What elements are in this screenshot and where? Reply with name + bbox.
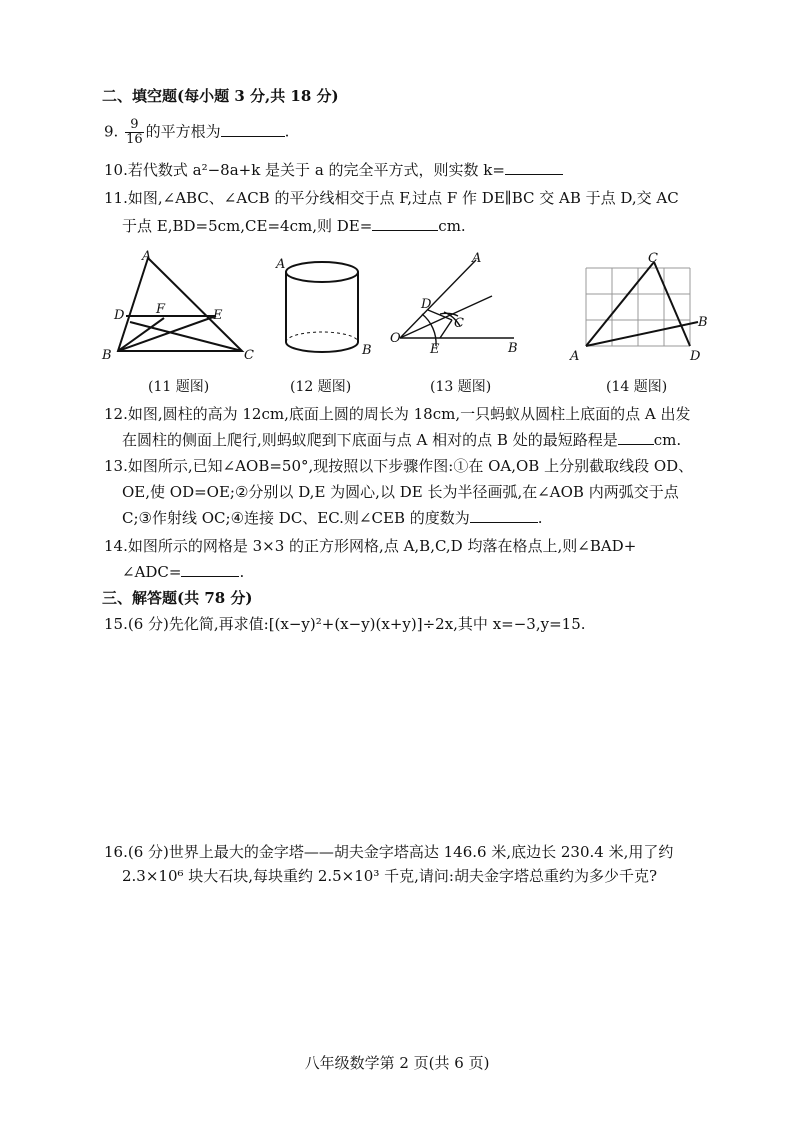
q9-number: 9. (104, 122, 119, 141)
q14-text: ∠ADC= (122, 563, 182, 581)
fig13-label-o: O (390, 331, 401, 346)
q9-text: 的平方根为 (145, 122, 221, 141)
q9-fraction-numerator: 9 (125, 118, 144, 133)
q12-unit: cm. (653, 431, 682, 449)
q13-answer-blank[interactable] (470, 508, 538, 523)
fig13-segment-ec (440, 320, 452, 338)
question-13-line3 (122, 508, 543, 528)
question-10 (104, 160, 563, 180)
q12-answer-blank[interactable] (618, 430, 654, 445)
fig11-label-f: F (156, 302, 166, 317)
fig12-bottom-back-arc (286, 332, 358, 342)
question-14-line2 (122, 562, 244, 582)
fig11-label-c: C (244, 348, 254, 363)
figure-13 (388, 250, 528, 362)
section-title-answer: 三、解答题(共 78 分) (102, 589, 253, 607)
caption-fig13: (13 题图) (430, 379, 492, 395)
question-11-line2 (122, 216, 466, 236)
question-11-line1: 11.如图,∠ABC、∠ACB 的平分线相交于点 F,过点 F 作 DE∥BC 交 AB 于点 D,交 AC (104, 189, 679, 207)
q14-end: . (239, 563, 245, 581)
fig11-bisector-b (118, 318, 164, 351)
fig14-label-b: B (698, 315, 708, 330)
q12-text: 在圆柱的侧面上爬行,则蚂蚁爬到下底面与点 A 相对的点 B 处的最短路程是 (122, 431, 618, 449)
q14-answer-blank[interactable] (181, 562, 239, 577)
fig12-top-ellipse (286, 262, 358, 282)
fig11-label-a: A (142, 249, 152, 264)
question-14-line1: 14.如图所示的网格是 3×3 的正方形网格,点 A,B,C,D 均落在格点上,则∠BAD+ (104, 537, 637, 555)
fig13-segment-dc (428, 310, 452, 320)
fig13-label-d: D (421, 297, 432, 312)
question-9 (104, 118, 289, 147)
q13-text: C;③作射线 OC;④连接 DC、EC.则∠CEB 的度数为 (122, 509, 470, 527)
caption-fig11: (11 题图) (148, 379, 210, 395)
q11-answer-blank[interactable] (372, 216, 438, 231)
fig13-label-b: B (508, 341, 518, 356)
fig11-label-e: E (213, 308, 223, 323)
fig13-label-e: E (430, 342, 440, 357)
q9-answer-blank[interactable] (221, 122, 285, 137)
q11-unit: cm. (438, 217, 466, 235)
q11-text: 于点 E,BD=5cm,CE=4cm,则 DE= (122, 217, 373, 235)
figure-11 (100, 248, 270, 366)
section-title-fill-in: 二、填空题(每小题 3 分,共 18 分) (102, 87, 339, 105)
fig14-label-d: D (690, 349, 701, 364)
fig13-ray-oa (400, 260, 476, 338)
fig11-label-b: B (102, 348, 112, 363)
fig12-label-b: B (362, 343, 372, 358)
caption-fig14: (14 题图) (606, 379, 668, 395)
fig14-label-c: C (648, 251, 658, 266)
question-12-line2 (122, 430, 681, 450)
fig11-segment-be (118, 316, 216, 351)
question-16-line2: 2.3×10⁶ 块大石块,每块重约 2.5×10³ 千克,请问:胡夫金字塔总重约为多少千克? (122, 867, 657, 885)
question-15: 15.(6 分)先化简,再求值:[(x−y)²+(x−y)(x+y)]÷2x,其中 x=−3,y=15. (104, 615, 586, 633)
caption-fig12: (12 题图) (290, 379, 352, 395)
fig12-bottom-front-arc (286, 342, 358, 352)
fig13-label-c: C (454, 316, 464, 331)
fig14-segment-cd (654, 262, 690, 346)
figure-12 (270, 250, 380, 365)
figure-14 (566, 248, 716, 366)
fig13-label-a: A (472, 251, 482, 266)
page-footer: 八年级数学第 2 页(共 6 页) (304, 1054, 490, 1072)
q13-end: . (537, 509, 543, 527)
q9-fraction-denominator: 16 (126, 132, 143, 147)
fig12-label-a: A (276, 257, 286, 272)
question-13-line2: OE,使 OD=OE;②分别以 D,E 为圆心,以 DE 长为半径画弧,在∠AOB 内两弧交于点 (122, 483, 679, 501)
q10-answer-blank[interactable] (505, 160, 563, 175)
fig11-label-d: D (114, 308, 125, 323)
q9-fraction (125, 118, 144, 147)
question-16-line1: 16.(6 分)世界上最大的金字塔——胡夫金字塔高达 146.6 米,底边长 230.4 米,用了约 (104, 843, 674, 861)
question-12-line1: 12.如图,圆柱的高为 12cm,底面上圆的周长为 18cm,一只蚂蚁从圆柱上底面的点 A 出发 (104, 405, 691, 423)
q10-text: 10.若代数式 a²−8a+k 是关于 a 的完全平方式，则实数 k= (104, 161, 505, 179)
q9-end: . (284, 122, 290, 141)
question-13-line1: 13.如图所示,已知∠AOB=50°,现按照以下步骤作图:①在 OA,OB 上分别截取线段 OD、 (104, 457, 694, 475)
fig14-label-a: A (570, 349, 580, 364)
